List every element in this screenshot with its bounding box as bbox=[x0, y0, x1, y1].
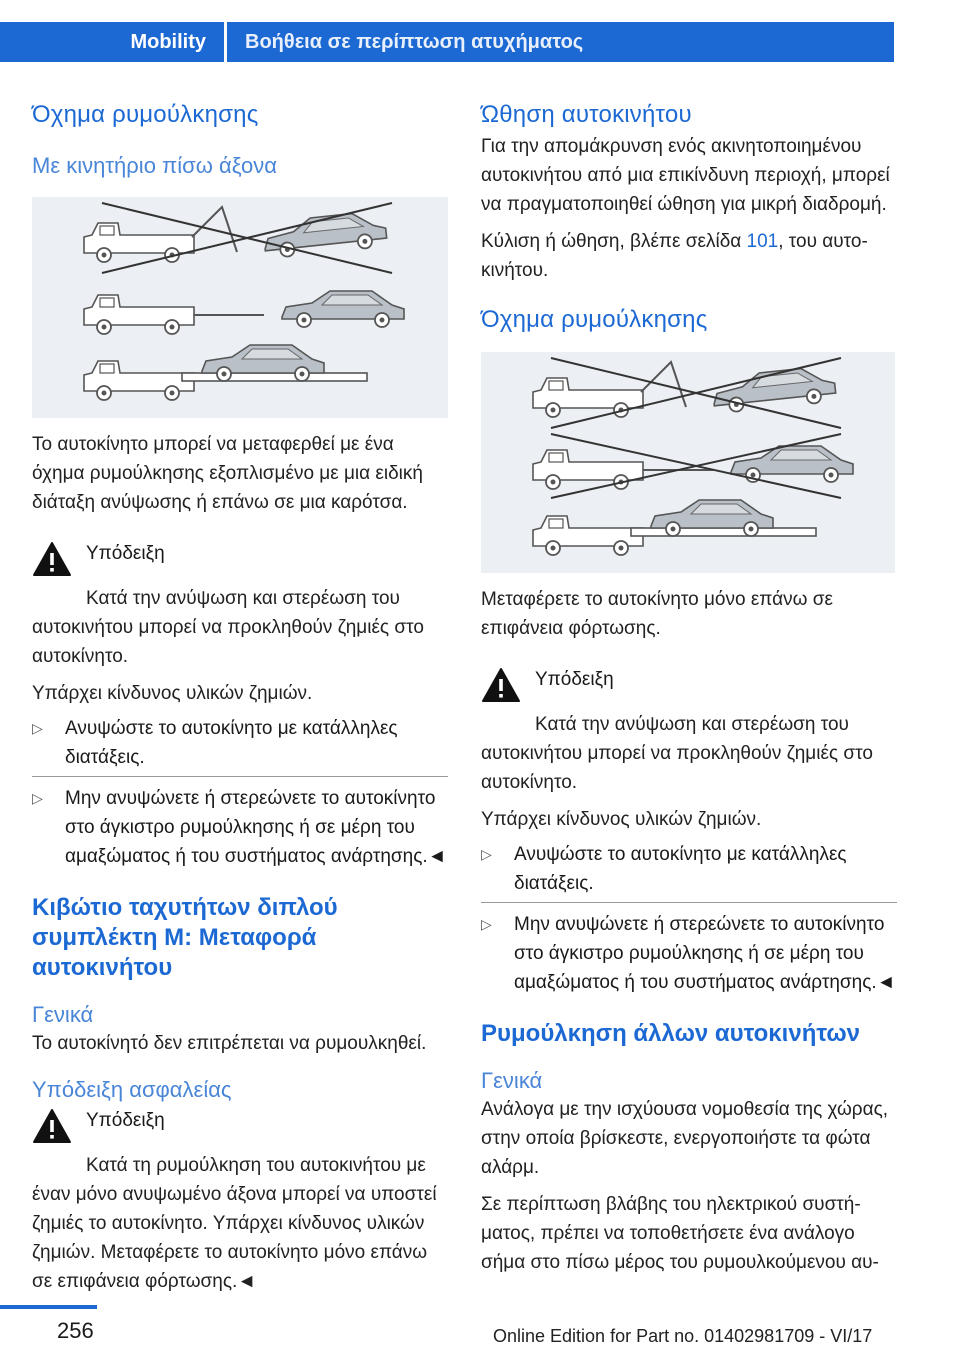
general-text-2: Σε περίπτωση βλάβης του ηλεκτρικού συστήματος, πρέπει να τοποθετήσετε ένα ανάλογο σήμα στο πίσω μέρος του ρυμουλκούμενου αυ- bbox=[481, 1194, 879, 1273]
note-risk: Υπάρχει κίνδυνος υλικών ζημιών. bbox=[32, 683, 313, 704]
note-title: Υπόδειξη bbox=[86, 543, 165, 564]
towing-methods-illustration bbox=[32, 197, 448, 418]
note-body: Κατά την ανύψωση και στερέωση του αυτοκινήτου μπορεί να προκληθούν ζημιές στο αυτοκίνητο. bbox=[32, 588, 424, 667]
note-body: Κατά την ανύψωση και στερέωση του αυτοκινήτου μπορεί να προκληθούν ζημιές στο αυτοκίνητο. bbox=[481, 714, 873, 793]
warning-note bbox=[481, 665, 897, 708]
triangle-bullet-icon: ▷ bbox=[32, 720, 43, 736]
heading-general: Γενικά bbox=[481, 1068, 543, 1093]
push-text: Για την απομάκρυνση ενός ακινητοποιημένου αυτοκινήτου από μια επικίνδυνη περιοχή, μπορεί να πραγματοποιηθεί ώθηση για μικρή διαδρομή. bbox=[481, 136, 890, 215]
note-body: Κατά τη ρυμούλκηση του αυτοκινήτου με έναν μόνο ανυψωμένο άξονα μπορεί να υποστεί ζημιές το αυτοκίνητο. Υπάρχει κίνδυνος υλικών ζημιών. Μεταφέρετε το αυτοκίνητο μόνο επάνω σε επιφάνεια φόρτωσης.◄ bbox=[32, 1155, 437, 1292]
list-item: ▷ Ανυψώστε το αυτοκίνητο με κατάλληλες διατάξεις. bbox=[481, 840, 897, 898]
heading-tow-vehicle: Όχημα ρυμούλκησης bbox=[32, 101, 259, 128]
section-tab[interactable]: Βοήθεια σε περίπτωση ατυχήματος bbox=[227, 22, 894, 62]
page-link[interactable]: 101 bbox=[746, 231, 779, 252]
heading-rear-axle: Με κινητήριο πίσω άξονα bbox=[32, 153, 277, 178]
bullet-list bbox=[32, 714, 448, 871]
right-column bbox=[481, 100, 897, 1277]
heading-tow-other: Ρυμούλκηση άλλων αυτοκινήτων bbox=[481, 1020, 861, 1047]
list-item: ▷ Ανυψώστε το αυτοκίνητο με κατάλληλες διατάξεις. bbox=[32, 714, 448, 772]
note-title: Υπόδειξη bbox=[535, 669, 614, 690]
chapter-header bbox=[0, 22, 894, 62]
chapter-tab[interactable]: Mobility bbox=[0, 22, 224, 62]
note-title: Υπόδειξη bbox=[86, 1110, 165, 1131]
warning-icon bbox=[481, 667, 521, 703]
edition-note: Online Edition for Part no. 01402981709 - VI/17 bbox=[493, 1326, 873, 1346]
warning-icon bbox=[32, 541, 72, 577]
triangle-bullet-icon: ▷ bbox=[32, 790, 43, 806]
general-text: Το αυτοκίνητό δεν επιτρέπεται να ρυμουλκηθεί. bbox=[32, 1033, 427, 1054]
bullet-list bbox=[481, 840, 897, 997]
note-risk: Υπάρχει κίνδυνος υλικών ζημιών. bbox=[481, 809, 762, 830]
tow-text: Το αυτοκίνητο μπορεί να μεταφερθεί με ένα όχημα ρυμούλκησης εξοπλισμένο με μια ειδική διάταξη ανύψωσης ή επάνω σε μια καρότσα. bbox=[32, 434, 423, 513]
footer-accent-line bbox=[0, 1305, 97, 1309]
list-item: ▷ Μην ανυψώνετε ή στερεώνετε το αυτοκίνητο στο άγκιστρο ρυμούλκησης ή σε μέρη του αμαξώματος ή του συστήματος ανάρτησης.◄ bbox=[32, 784, 448, 871]
warning-note bbox=[32, 539, 448, 582]
flatbed-text: Μεταφέρετε το αυτοκίνητο μόνο επάνω σε επιφάνεια φόρτωσης. bbox=[481, 589, 833, 639]
triangle-bullet-icon: ▷ bbox=[481, 846, 492, 862]
left-column bbox=[32, 100, 448, 1296]
heading-general: Γενικά bbox=[32, 1002, 94, 1027]
warning-note bbox=[32, 1106, 448, 1149]
list-item: ▷ Μην ανυψώνετε ή στερεώνετε το αυτοκίνητο στο άγκιστρο ρυμούλκησης ή σε μέρη του αμαξώματος ή του συστήματος ανάρτησης.◄ bbox=[481, 910, 897, 997]
roll-text: Κύλιση ή ώθηση, βλέπε σελίδα 101, του αυτοκινήτου. bbox=[481, 231, 868, 281]
heading-gearbox: Κιβώτιο ταχυτήτων διπλού συμπλέκτη M: Μεταφορά αυτοκινήτου bbox=[32, 894, 338, 981]
general-text-1: Ανάλογα με την ισχύουσα νομοθεσία της χώρας, στην οποία βρίσκεστε, ενεργοποιήστε τα φώτα αλάρμ. bbox=[481, 1099, 889, 1178]
heading-push-vehicle: Ώθηση αυτοκινήτου bbox=[481, 101, 692, 128]
triangle-bullet-icon: ▷ bbox=[481, 916, 492, 932]
heading-safety-note: Υπόδειξη ασφαλείας bbox=[32, 1077, 232, 1102]
page-number: 256 bbox=[57, 1318, 94, 1343]
heading-tow-vehicle: Όχημα ρυμούλκησης bbox=[481, 306, 708, 333]
flatbed-only-illustration bbox=[481, 352, 895, 573]
warning-icon bbox=[32, 1108, 72, 1144]
